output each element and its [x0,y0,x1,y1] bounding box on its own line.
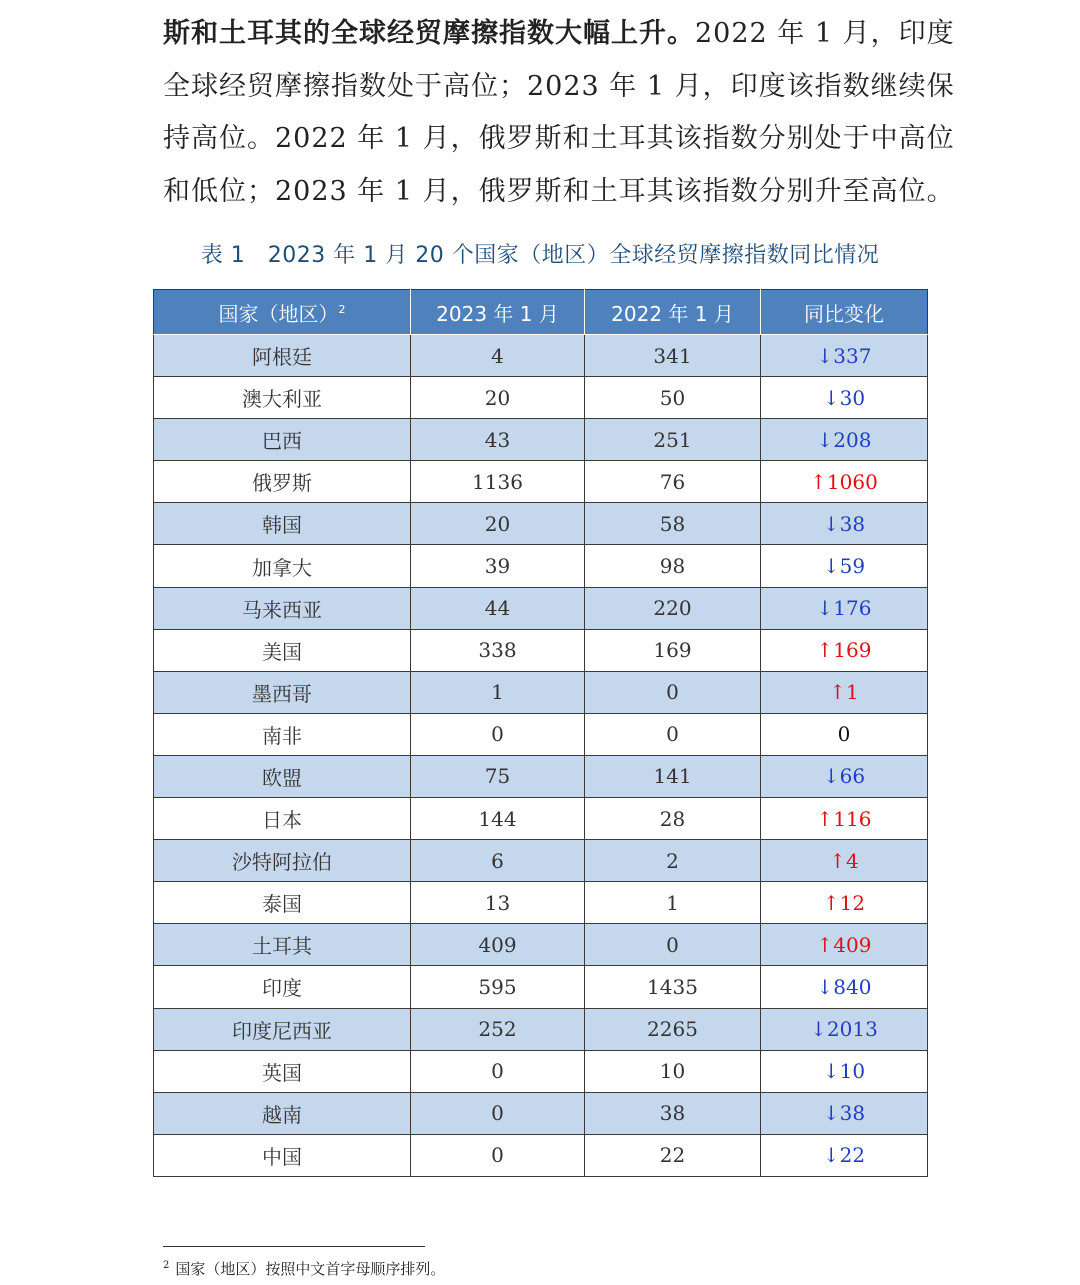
value-2023-cell: 595 [411,966,585,1008]
table-caption: 表 1 2023 年 1 月 20 个国家（地区）全球经贸摩擦指数同比情况 [200,243,880,268]
footnote-mark: 2 [163,1260,170,1271]
value-2022-cell: 98 [585,545,761,587]
country-cell: 印度尼西亚 [154,1008,411,1050]
table-row [154,966,928,1008]
country-cell: 美国 [154,629,411,671]
value-2023-cell: 6 [411,840,585,882]
value-2022-cell: 1435 [585,966,761,1008]
value-2022-cell: 1 [585,882,761,924]
table-row [154,755,928,797]
value-2022-cell: 28 [585,798,761,840]
table-row [154,1134,928,1176]
change-cell: ↑1 [761,671,928,713]
value-2023-cell: 338 [411,629,585,671]
header-yoy-change: 同比变化 [761,290,928,335]
value-2022-cell: 2 [585,840,761,882]
change-cell: ↓2013 [761,1008,928,1050]
change-cell: ↓38 [761,503,928,545]
table-header-row [154,290,928,335]
value-2023-cell: 39 [411,545,585,587]
paragraph-line-1 [163,8,955,61]
table-row [154,377,928,419]
change-cell: ↑1060 [761,461,928,503]
value-2023-cell: 44 [411,587,585,629]
footnote-divider [163,1246,425,1247]
friction-index-table [153,289,928,1177]
value-2023-cell: 0 [411,713,585,755]
change-cell: ↓66 [761,755,928,797]
footnote [163,1258,445,1279]
country-cell: 加拿大 [154,545,411,587]
body-paragraph [163,8,955,218]
country-cell: 泰国 [154,882,411,924]
value-2022-cell: 50 [585,377,761,419]
change-cell: ↓337 [761,335,928,377]
change-cell: ↑116 [761,798,928,840]
value-2022-cell: 251 [585,419,761,461]
change-cell: ↓38 [761,1092,928,1134]
table-row [154,840,928,882]
table-row [154,419,928,461]
paragraph-line-4: 和低位；2023 年 1 月，俄罗斯和土耳其该指数分别升至高位。 [163,175,955,207]
value-2022-cell: 22 [585,1134,761,1176]
table-row [154,1008,928,1050]
country-cell: 土耳其 [154,924,411,966]
country-cell: 印度 [154,966,411,1008]
value-2022-cell: 76 [585,461,761,503]
value-2023-cell: 1 [411,671,585,713]
table-row [154,629,928,671]
header-jan-2023: 2023 年 1 月 [411,290,585,335]
country-cell: 中国 [154,1134,411,1176]
value-2022-cell: 341 [585,335,761,377]
country-cell: 英国 [154,1050,411,1092]
header-country-label: 国家（地区） [218,301,339,326]
country-cell: 马来西亚 [154,587,411,629]
footnote-text: 国家（地区）按照中文首字母顺序排列。 [175,1260,446,1278]
table-row [154,713,928,755]
country-cell: 澳大利亚 [154,377,411,419]
change-cell: ↑169 [761,629,928,671]
table-row [154,798,928,840]
country-cell: 俄罗斯 [154,461,411,503]
value-2023-cell: 13 [411,882,585,924]
table-row [154,671,928,713]
value-2022-cell: 38 [585,1092,761,1134]
country-cell: 韩国 [154,503,411,545]
table-row [154,545,928,587]
value-2022-cell: 141 [585,755,761,797]
table-row [154,1092,928,1134]
country-cell: 越南 [154,1092,411,1134]
table-row [154,335,928,377]
value-2023-cell: 20 [411,503,585,545]
paragraph-line-2: 全球经贸摩擦指数处于高位；2023 年 1 月，印度该指数继续保 [163,70,955,102]
value-2023-cell: 409 [411,924,585,966]
change-cell: ↓59 [761,545,928,587]
paragraph-line-1-rest: 2022 年 1 月，印度 [695,18,955,49]
country-cell: 欧盟 [154,755,411,797]
table-row [154,587,928,629]
change-cell: ↑4 [761,840,928,882]
value-2023-cell: 4 [411,335,585,377]
value-2023-cell: 0 [411,1134,585,1176]
country-cell: 南非 [154,713,411,755]
table-row [154,503,928,545]
value-2023-cell: 144 [411,798,585,840]
value-2023-cell: 75 [411,755,585,797]
country-cell: 墨西哥 [154,671,411,713]
change-cell: 0 [761,713,928,755]
paragraph-bold-text: 斯和土耳其的全球经贸摩擦指数大幅上升。 [163,18,695,49]
table-row [154,924,928,966]
country-cell: 阿根廷 [154,335,411,377]
country-cell: 日本 [154,798,411,840]
change-cell: ↓10 [761,1050,928,1092]
table-row [154,1050,928,1092]
change-cell: ↓840 [761,966,928,1008]
value-2023-cell: 1136 [411,461,585,503]
header-jan-2022: 2022 年 1 月 [585,290,761,335]
value-2023-cell: 20 [411,377,585,419]
value-2022-cell: 10 [585,1050,761,1092]
change-cell: ↓176 [761,587,928,629]
value-2022-cell: 220 [585,587,761,629]
paragraph-line-3: 持高位。2022 年 1 月，俄罗斯和土耳其该指数分别处于中高位 [163,123,955,154]
value-2023-cell: 0 [411,1092,585,1134]
change-cell: ↑12 [761,882,928,924]
value-2023-cell: 252 [411,1008,585,1050]
table-row [154,882,928,924]
country-cell: 巴西 [154,419,411,461]
change-cell: ↓208 [761,419,928,461]
change-cell: ↓30 [761,377,928,419]
header-country [154,290,411,335]
value-2022-cell: 169 [585,629,761,671]
value-2022-cell: 0 [585,671,761,713]
value-2023-cell: 43 [411,419,585,461]
value-2022-cell: 0 [585,924,761,966]
change-cell: ↑409 [761,924,928,966]
value-2022-cell: 0 [585,713,761,755]
table-row [154,461,928,503]
value-2023-cell: 0 [411,1050,585,1092]
value-2022-cell: 2265 [585,1008,761,1050]
change-cell: ↓22 [761,1134,928,1176]
header-footnote-mark: 2 [338,302,346,316]
country-cell: 沙特阿拉伯 [154,840,411,882]
value-2022-cell: 58 [585,503,761,545]
